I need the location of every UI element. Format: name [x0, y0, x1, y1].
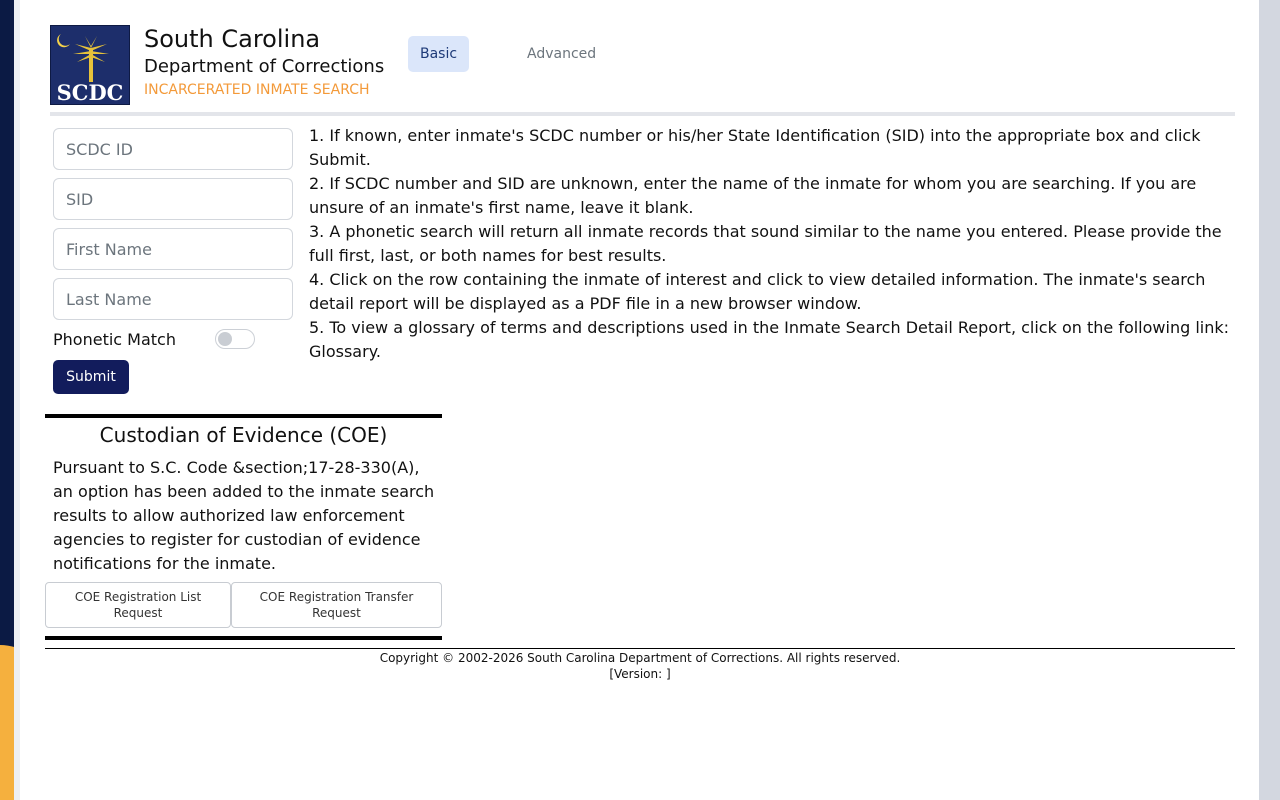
sid-input[interactable]: [53, 178, 293, 220]
last-name-input[interactable]: [53, 278, 293, 320]
phonetic-match-toggle[interactable]: [215, 329, 255, 349]
footer-divider: [45, 648, 1235, 649]
instruction-item: 2. If SCDC number and SID are unknown, enter the name of the inmate for whom you are searching. If you are unsure of an inmate's first name, leave it blank.: [309, 174, 1197, 217]
instruction-item: 4. Click on the row containing the inmate of interest and click to view detailed information. The inmate's search detail report will be displayed as a PDF file in a new browser window.: [309, 270, 1206, 313]
scdc-logo: [50, 25, 130, 105]
page-container: [14, 0, 1259, 800]
scdc-id-input[interactable]: [53, 128, 293, 170]
background-right-strip: [1258, 0, 1280, 800]
coe-description: Pursuant to S.C. Code &section;17-28-330(A), an option has been added to the inmate search results to allow authorized law enforcement agencies to register for custodian of evidence notifications for the inmate.: [53, 458, 435, 573]
copyright-text: Copyright © 2002-2026 South Carolina Department of Corrections. All rights reserved.: [379, 651, 901, 665]
phonetic-match-label: Phonetic Match: [53, 330, 176, 349]
first-name-input[interactable]: [53, 228, 293, 270]
header-divider: [50, 112, 1235, 116]
version-text: [Version: ]: [609, 667, 671, 681]
instructions: [309, 124, 1229, 364]
coe-section: [45, 414, 442, 640]
instruction-item: 3. A phonetic search will return all inmate records that sound similar to the name you entered. Please provide the full first, last, or both names for best results.: [309, 222, 1222, 265]
header: [50, 0, 1235, 116]
coe-registration-transfer-button[interactable]: COE Registration Transfer Request: [231, 582, 442, 628]
coe-registration-list-button[interactable]: COE Registration List Request: [45, 582, 231, 628]
search-form: [53, 128, 293, 385]
instruction-item: 1. If known, enter inmate's SCDC number or his/her State Identification (SID) into the appropriate box and click Submit.: [309, 126, 1201, 169]
tab-advanced[interactable]: Advanced: [527, 46, 597, 62]
tab-basic[interactable]: Basic: [408, 36, 469, 72]
phonetic-match-row: [53, 328, 293, 358]
coe-title: Custodian of Evidence (COE): [99, 423, 388, 447]
site-tagline: INCARCERATED INMATE SEARCH: [144, 82, 370, 98]
site-subtitle: Department of Corrections: [144, 56, 385, 77]
instruction-item: 5. To view a glossary of terms and descriptions used in the Inmate Search Detail Report, click on the following link: Glossary.: [309, 318, 1230, 361]
palmetto-icon: [51, 26, 129, 104]
title-block: [144, 24, 384, 100]
toggle-knob: [218, 332, 232, 346]
logo-text: SCDC: [56, 80, 124, 104]
submit-button[interactable]: Submit: [53, 360, 129, 394]
site-title: South Carolina: [144, 25, 321, 53]
footer: [45, 650, 1235, 682]
